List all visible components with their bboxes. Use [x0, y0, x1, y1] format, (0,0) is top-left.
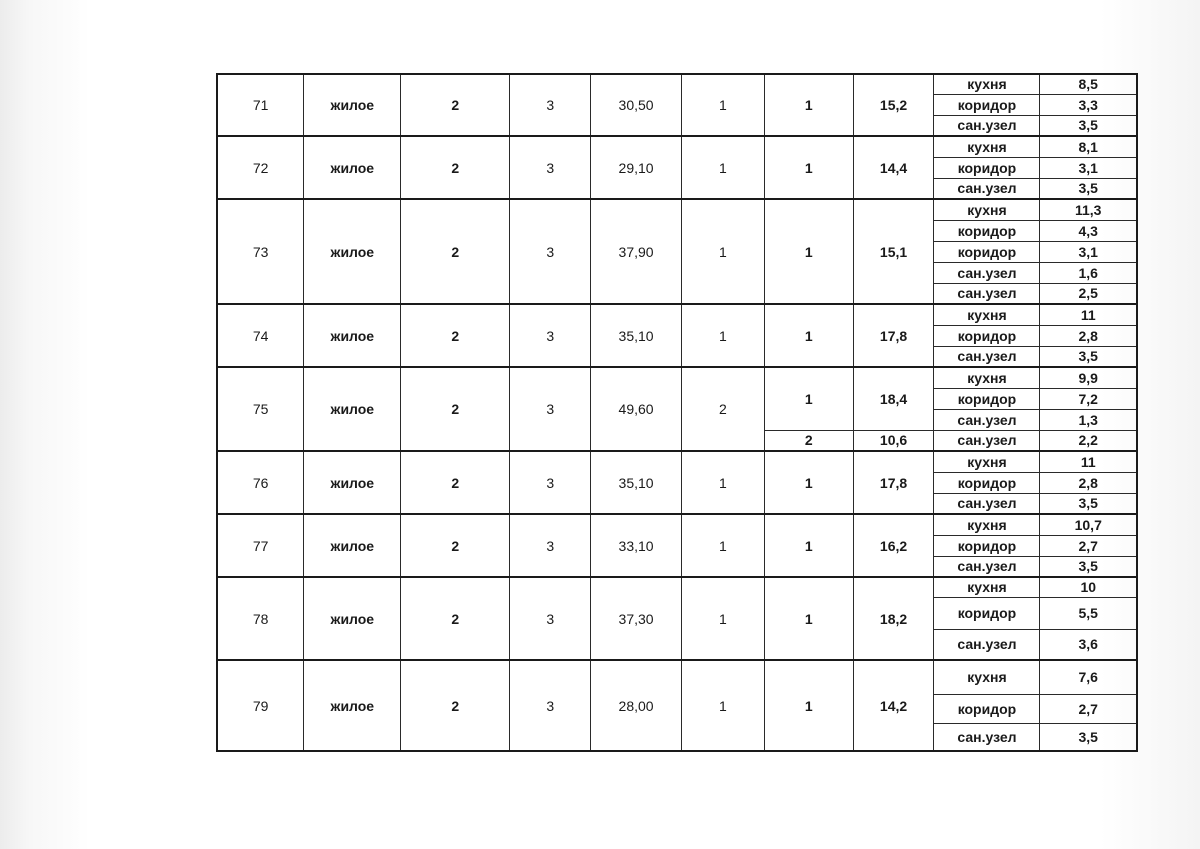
auxiliary-room-name: сан.узел: [934, 115, 1040, 136]
apartment-block-76: [217, 451, 1137, 514]
total-area: 29,10: [591, 136, 682, 199]
column-4-value: 3: [510, 304, 591, 367]
column-4-value: 3: [510, 136, 591, 199]
auxiliary-room-area: 3,3: [1040, 94, 1137, 115]
auxiliary-room-name: кухня: [934, 74, 1040, 94]
living-room-area: 14,4: [853, 136, 934, 199]
living-room-number: 1: [764, 74, 853, 136]
living-room-area: 18,4: [853, 367, 934, 430]
table-row: [217, 660, 1137, 694]
auxiliary-room-name: коридор: [934, 694, 1040, 723]
living-room-area: 15,1: [853, 199, 934, 304]
table-row: [217, 74, 1137, 94]
living-room-number: 1: [764, 514, 853, 577]
auxiliary-room-name: сан.узел: [934, 409, 1040, 430]
column-4-value: 3: [510, 199, 591, 304]
auxiliary-room-name: сан.узел: [934, 283, 1040, 304]
auxiliary-room-area: 3,5: [1040, 723, 1137, 751]
living-room-area: 14,2: [853, 660, 934, 751]
premises-type: жилое: [304, 660, 401, 751]
auxiliary-room-name: кухня: [934, 514, 1040, 535]
total-area: 33,10: [591, 514, 682, 577]
apartment-number: 79: [217, 660, 304, 751]
column-4-value: 3: [510, 660, 591, 751]
auxiliary-room-area: 2,7: [1040, 535, 1137, 556]
room-count: 1: [682, 577, 765, 660]
living-room-area: 18,2: [853, 577, 934, 660]
auxiliary-room-area: 2,5: [1040, 283, 1137, 304]
auxiliary-room-area: 3,1: [1040, 157, 1137, 178]
column-4-value: 3: [510, 451, 591, 514]
living-room-number: 1: [764, 304, 853, 367]
apartment-block-79: [217, 660, 1137, 751]
living-room-area: 17,8: [853, 304, 934, 367]
living-room-area: 16,2: [853, 514, 934, 577]
living-room-number: 1: [764, 660, 853, 751]
auxiliary-room-area: 3,5: [1040, 556, 1137, 577]
total-area: 35,10: [591, 451, 682, 514]
auxiliary-room-name: сан.узел: [934, 629, 1040, 660]
column-3-value: 2: [401, 577, 510, 660]
room-count: 1: [682, 74, 765, 136]
premises-type: жилое: [304, 514, 401, 577]
column-3-value: 2: [401, 514, 510, 577]
auxiliary-room-name: кухня: [934, 136, 1040, 157]
auxiliary-room-area: 3,1: [1040, 241, 1137, 262]
auxiliary-room-name: коридор: [934, 388, 1040, 409]
table-row: [217, 136, 1137, 157]
apartment-number: 71: [217, 74, 304, 136]
apartment-block-77: [217, 514, 1137, 577]
auxiliary-room-name: коридор: [934, 94, 1040, 115]
auxiliary-room-name: коридор: [934, 535, 1040, 556]
apartment-number: 77: [217, 514, 304, 577]
auxiliary-room-area: 11: [1040, 304, 1137, 325]
apartment-block-73: [217, 199, 1137, 304]
living-room-number: 1: [764, 367, 853, 430]
living-room-area: 10,6: [853, 430, 934, 451]
apartment-number: 75: [217, 367, 304, 451]
auxiliary-room-area: 7,6: [1040, 660, 1137, 694]
apartment-table: [216, 73, 1138, 752]
auxiliary-room-area: 7,2: [1040, 388, 1137, 409]
total-area: 30,50: [591, 74, 682, 136]
auxiliary-room-area: 3,5: [1040, 493, 1137, 514]
column-3-value: 2: [401, 199, 510, 304]
apartment-table-container: [216, 73, 1138, 752]
living-room-number: 1: [764, 577, 853, 660]
column-4-value: 3: [510, 74, 591, 136]
column-3-value: 2: [401, 451, 510, 514]
living-room-number: 1: [764, 451, 853, 514]
total-area: 28,00: [591, 660, 682, 751]
apartment-block-72: [217, 136, 1137, 199]
column-3-value: 2: [401, 304, 510, 367]
auxiliary-room-area: 4,3: [1040, 220, 1137, 241]
auxiliary-room-area: 1,6: [1040, 262, 1137, 283]
living-room-number: 1: [764, 136, 853, 199]
column-3-value: 2: [401, 660, 510, 751]
auxiliary-room-name: сан.узел: [934, 262, 1040, 283]
table-row: [217, 514, 1137, 535]
living-room-area: 17,8: [853, 451, 934, 514]
room-count: 1: [682, 514, 765, 577]
auxiliary-room-area: 2,7: [1040, 694, 1137, 723]
total-area: 37,30: [591, 577, 682, 660]
room-count: 1: [682, 660, 765, 751]
apartment-block-71: [217, 74, 1137, 136]
auxiliary-room-area: 1,3: [1040, 409, 1137, 430]
auxiliary-room-area: 9,9: [1040, 367, 1137, 388]
auxiliary-room-area: 11: [1040, 451, 1137, 472]
room-count: 1: [682, 199, 765, 304]
auxiliary-room-area: 3,5: [1040, 178, 1137, 199]
auxiliary-room-name: коридор: [934, 472, 1040, 493]
apartment-number: 76: [217, 451, 304, 514]
auxiliary-room-area: 8,5: [1040, 74, 1137, 94]
auxiliary-room-name: кухня: [934, 367, 1040, 388]
premises-type: жилое: [304, 577, 401, 660]
column-4-value: 3: [510, 367, 591, 451]
table-row: [217, 577, 1137, 597]
auxiliary-room-name: кухня: [934, 199, 1040, 220]
auxiliary-room-name: сан.узел: [934, 346, 1040, 367]
room-count: 2: [682, 367, 765, 451]
apartment-block-78: [217, 577, 1137, 660]
apartment-number: 72: [217, 136, 304, 199]
auxiliary-room-name: сан.узел: [934, 493, 1040, 514]
total-area: 35,10: [591, 304, 682, 367]
table-row: [217, 367, 1137, 388]
auxiliary-room-area: 2,8: [1040, 472, 1137, 493]
apartment-block-75: [217, 367, 1137, 451]
premises-type: жилое: [304, 367, 401, 451]
premises-type: жилое: [304, 136, 401, 199]
table-row: [217, 304, 1137, 325]
auxiliary-room-area: 8,1: [1040, 136, 1137, 157]
auxiliary-room-area: 2,2: [1040, 430, 1137, 451]
auxiliary-room-name: сан.узел: [934, 556, 1040, 577]
table-row: [217, 199, 1137, 220]
room-count: 1: [682, 136, 765, 199]
auxiliary-room-name: коридор: [934, 597, 1040, 629]
auxiliary-room-name: коридор: [934, 325, 1040, 346]
apartment-block-74: [217, 304, 1137, 367]
column-4-value: 3: [510, 514, 591, 577]
auxiliary-room-area: 11,3: [1040, 199, 1137, 220]
column-4-value: 3: [510, 577, 591, 660]
premises-type: жилое: [304, 451, 401, 514]
apartment-number: 78: [217, 577, 304, 660]
auxiliary-room-area: 5,5: [1040, 597, 1137, 629]
room-count: 1: [682, 304, 765, 367]
auxiliary-room-name: сан.узел: [934, 430, 1040, 451]
auxiliary-room-name: сан.узел: [934, 723, 1040, 751]
apartment-number: 74: [217, 304, 304, 367]
auxiliary-room-name: кухня: [934, 577, 1040, 597]
auxiliary-room-area: 3,5: [1040, 115, 1137, 136]
auxiliary-room-name: кухня: [934, 660, 1040, 694]
auxiliary-room-area: 2,8: [1040, 325, 1137, 346]
total-area: 37,90: [591, 199, 682, 304]
living-room-area: 15,2: [853, 74, 934, 136]
column-3-value: 2: [401, 136, 510, 199]
auxiliary-room-area: 3,5: [1040, 346, 1137, 367]
auxiliary-room-name: кухня: [934, 304, 1040, 325]
room-count: 1: [682, 451, 765, 514]
apartment-number: 73: [217, 199, 304, 304]
auxiliary-room-name: сан.узел: [934, 178, 1040, 199]
total-area: 49,60: [591, 367, 682, 451]
auxiliary-room-area: 3,6: [1040, 629, 1137, 660]
living-room-number: 1: [764, 199, 853, 304]
column-3-value: 2: [401, 74, 510, 136]
auxiliary-room-area: 10,7: [1040, 514, 1137, 535]
auxiliary-room-area: 10: [1040, 577, 1137, 597]
auxiliary-room-name: кухня: [934, 451, 1040, 472]
premises-type: жилое: [304, 199, 401, 304]
table-row: [217, 451, 1137, 472]
column-3-value: 2: [401, 367, 510, 451]
premises-type: жилое: [304, 74, 401, 136]
auxiliary-room-name: коридор: [934, 241, 1040, 262]
living-room-number: 2: [764, 430, 853, 451]
auxiliary-room-name: коридор: [934, 157, 1040, 178]
auxiliary-room-name: коридор: [934, 220, 1040, 241]
premises-type: жилое: [304, 304, 401, 367]
